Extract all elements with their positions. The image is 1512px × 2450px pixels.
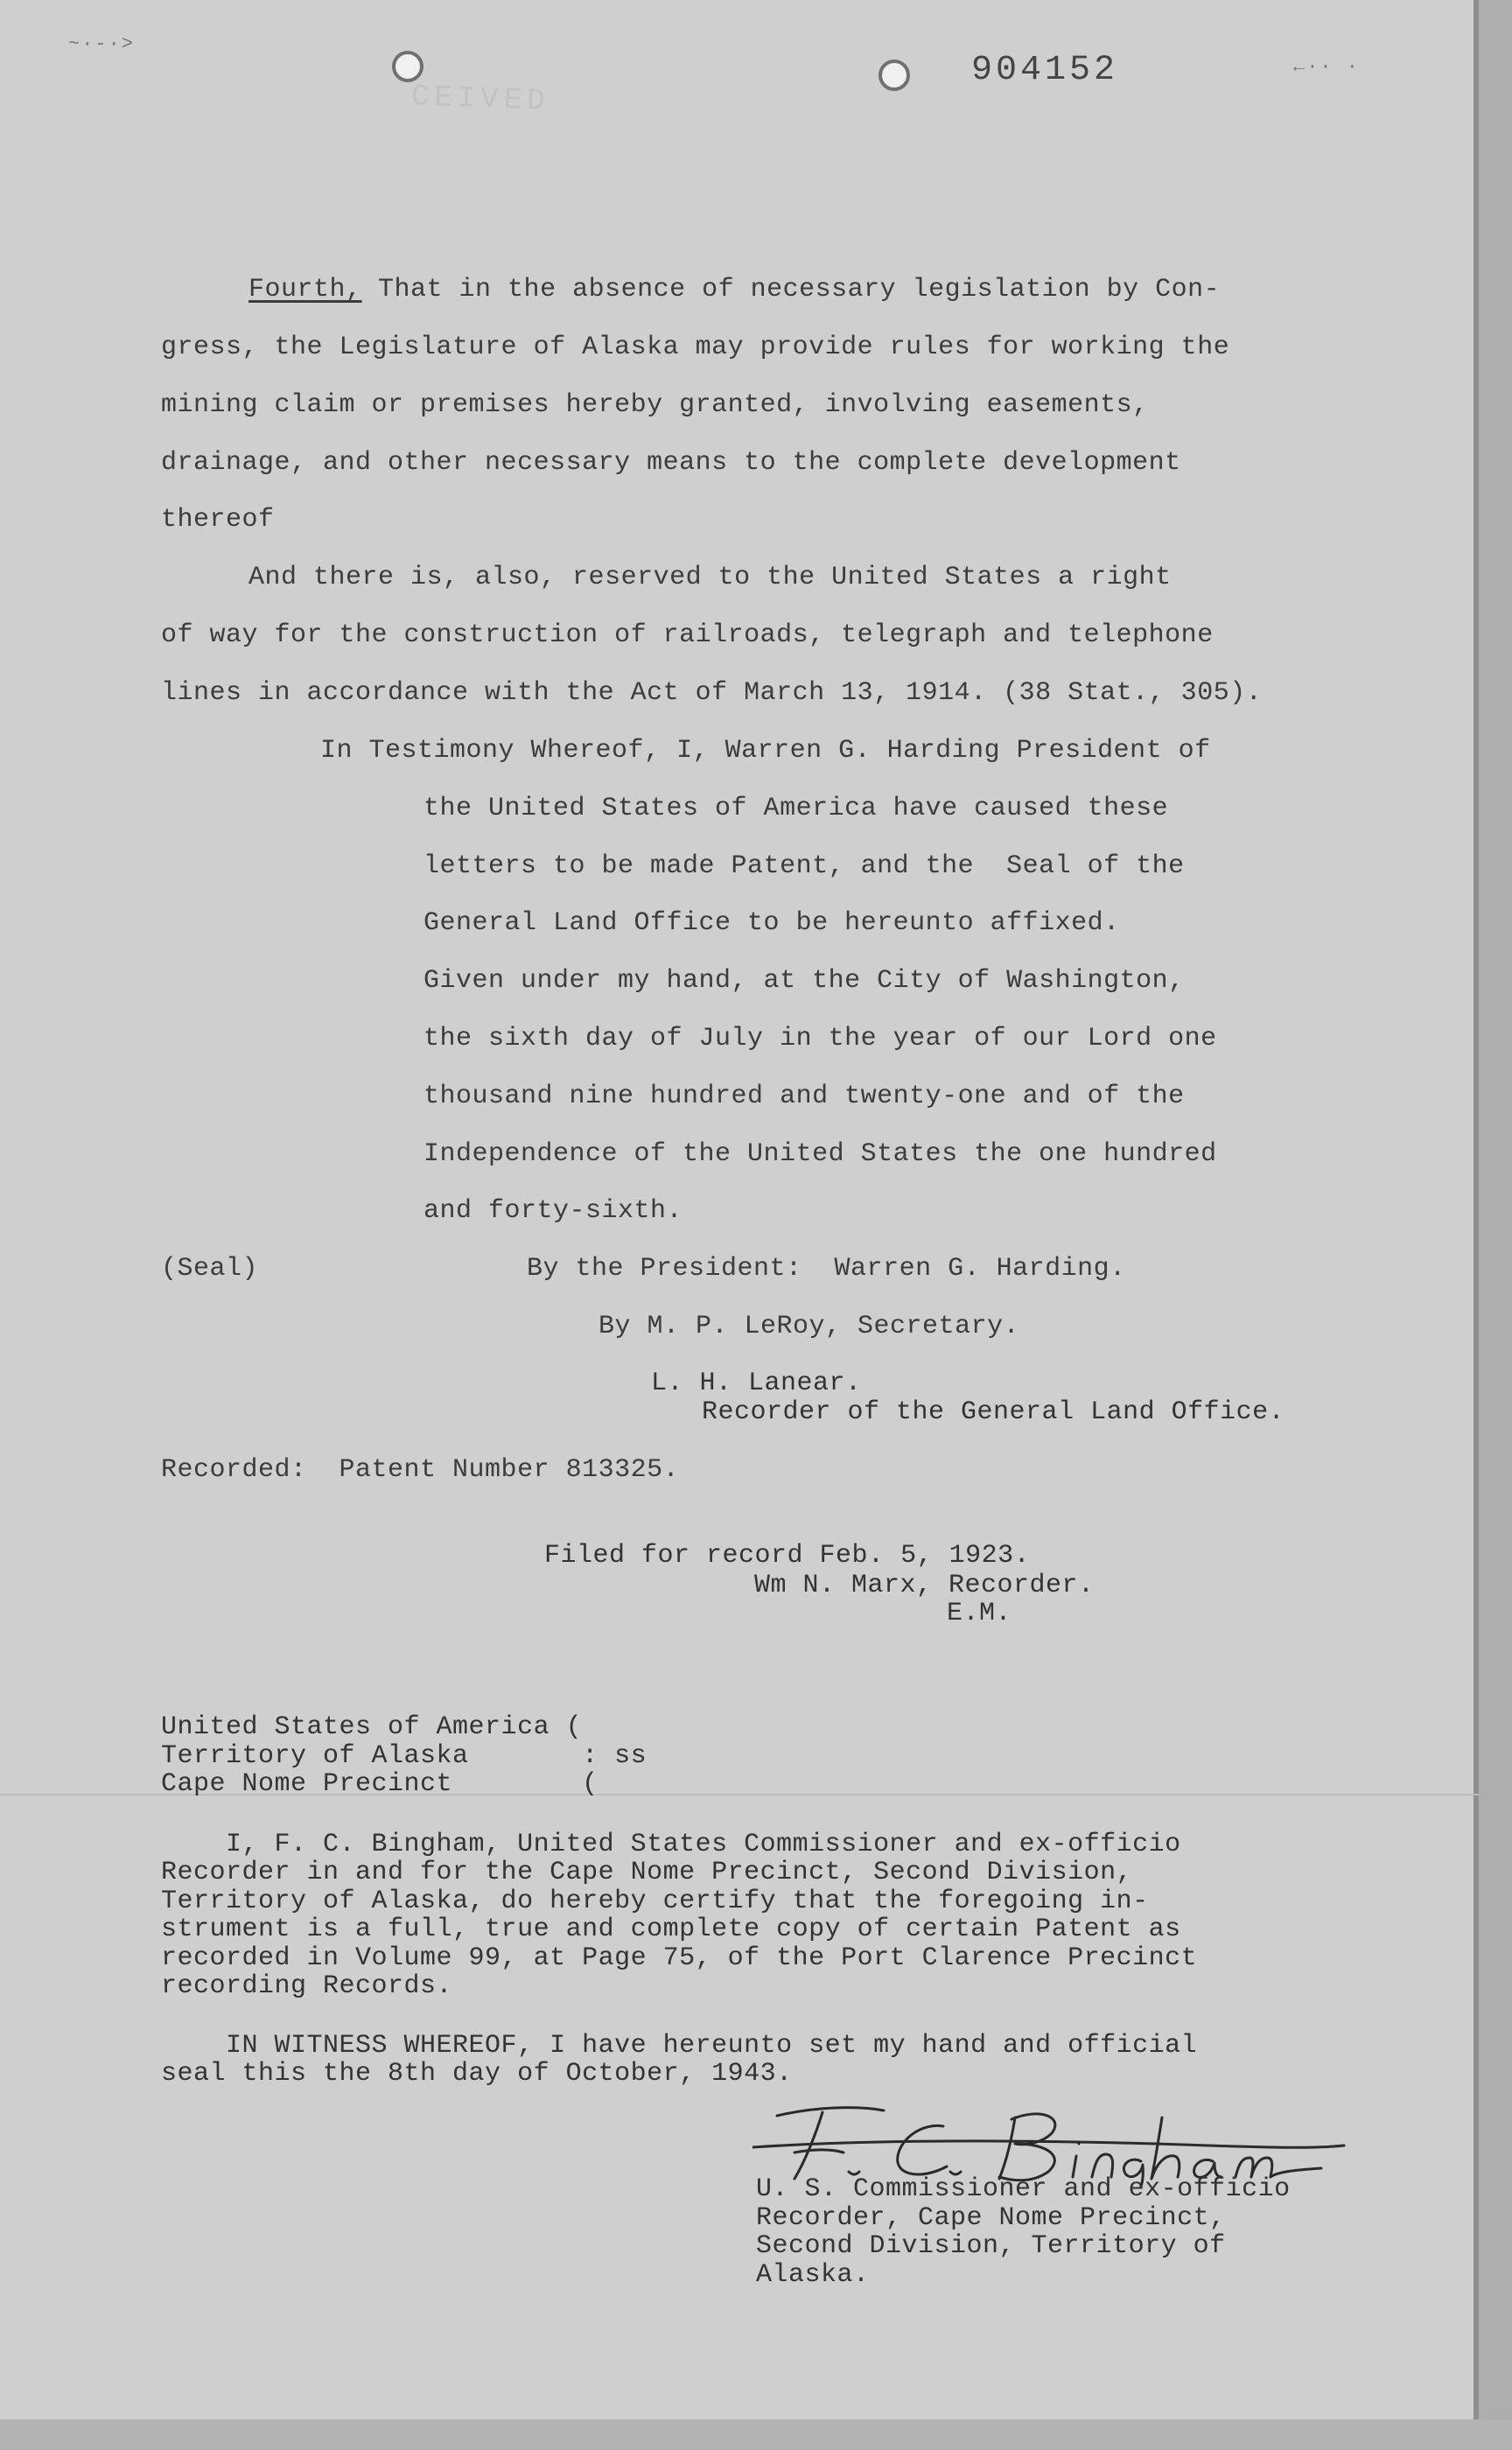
corner-mark-right: ←·· · bbox=[1293, 56, 1361, 78]
recorder-name: L. H. Lanear. bbox=[651, 1368, 862, 1398]
testimony-line-8: Independence of the United States the one hundred bbox=[424, 1139, 1217, 1169]
signature-title-line-2: Recorder, Cape Nome Precinct, bbox=[756, 2203, 1226, 2233]
filed-for-record: Filed for record Feb. 5, 1923. bbox=[544, 1541, 1031, 1571]
certificate-line-5: recorded in Volume 99, at Page 75, of the Port Clarence Precinct bbox=[161, 1943, 1198, 1973]
certificate-line-2: Recorder in and for the Cape Nome Precinct, Second Division, bbox=[161, 1858, 1133, 1887]
testimony-line-9: and forty-sixth. bbox=[424, 1196, 683, 1226]
signature-title-line-1: U. S. Commissioner and ex-officio bbox=[756, 2174, 1291, 2204]
witness-line-2: seal this the 8th day of October, 1943. bbox=[161, 2059, 793, 2089]
by-secretary: By M. P. LeRoy, Secretary. bbox=[598, 1312, 1020, 1341]
fourth-line-4: drainage, and other necessary means to the complete development bbox=[161, 448, 1181, 478]
certificate-line-1: I, F. C. Bingham, United States Commissioner and ex-officio bbox=[161, 1830, 1181, 1859]
fourth-line-1-rest: That in the absence of necessary legislation by Con- bbox=[361, 275, 1221, 304]
certificate-line-6: recording Records. bbox=[161, 1971, 453, 2001]
reservation-line-3: lines in accordance with the Act of March 13, 1914. (38 Stat., 305). bbox=[161, 678, 1263, 708]
scan-background-edge bbox=[0, 2419, 1512, 2450]
signature-title-line-3: Second Division, Territory of bbox=[756, 2231, 1226, 2261]
testimony-line-6: the sixth day of July in the year of our Lord one bbox=[424, 1024, 1217, 1054]
fourth-line-5: thereof bbox=[161, 505, 275, 535]
venue-line-3: Cape Nome Precinct ( bbox=[161, 1769, 598, 1799]
testimony-line-1: In Testimony Whereof, I, Warren G. Harding President of bbox=[320, 736, 1211, 766]
testimony-line-2: the United States of America have caused these bbox=[424, 794, 1169, 823]
venue-line-1: United States of America ( bbox=[161, 1712, 583, 1742]
certificate-line-4: strument is a full, true and complete copy of certain Patent as bbox=[161, 1914, 1181, 1944]
testimony-line-4: General Land Office to be hereunto affixed. bbox=[424, 908, 1120, 938]
testimony-line-5: Given under my hand, at the City of Washington, bbox=[424, 966, 1185, 996]
document-number: 904152 bbox=[971, 51, 1119, 90]
witness-line-1: IN WITNESS WHEREOF, I have hereunto set my hand and official bbox=[161, 2031, 1198, 2061]
testimony-line-7: thousand nine hundred and twenty-one and of the bbox=[424, 1082, 1185, 1111]
fourth-heading: Fourth, bbox=[248, 275, 362, 304]
filing-initials: E.M. bbox=[947, 1599, 1012, 1628]
fourth-line-3: mining claim or premises hereby granted, involving easements, bbox=[161, 390, 1149, 420]
corner-mark-left: ~·-·> bbox=[68, 33, 136, 55]
punch-hole-right bbox=[878, 60, 910, 91]
filing-recorder: Wm N. Marx, Recorder. bbox=[754, 1571, 1095, 1600]
certificate-line-3: Territory of Alaska, do hereby certify that the foregoing in- bbox=[161, 1886, 1149, 1916]
fourth-line-2: gress, the Legislature of Alaska may provide rules for working the bbox=[161, 332, 1230, 362]
reservation-line-1: And there is, also, reserved to the United States a right bbox=[248, 563, 1172, 592]
testimony-line-3: letters to be made Patent, and the Seal of the bbox=[424, 851, 1185, 881]
seal-label: (Seal) bbox=[161, 1254, 259, 1284]
signature-title-line-4: Alaska. bbox=[756, 2260, 870, 2290]
ghost-received-stamp: CEIVED bbox=[410, 80, 551, 119]
venue-line-2: Territory of Alaska : ss bbox=[161, 1741, 648, 1771]
handwritten-signature bbox=[752, 2091, 1348, 2188]
fourth-line-1 bbox=[248, 261, 1220, 318]
by-president: By the President: Warren G. Harding. bbox=[527, 1254, 1126, 1284]
recorded-line: Recorded: Patent Number 813325. bbox=[161, 1455, 680, 1485]
reservation-line-2: of way for the construction of railroads, telegraph and telephone bbox=[161, 620, 1214, 650]
punch-hole-left bbox=[392, 51, 424, 82]
recorder-title: Recorder of the General Land Office. bbox=[702, 1397, 1285, 1427]
